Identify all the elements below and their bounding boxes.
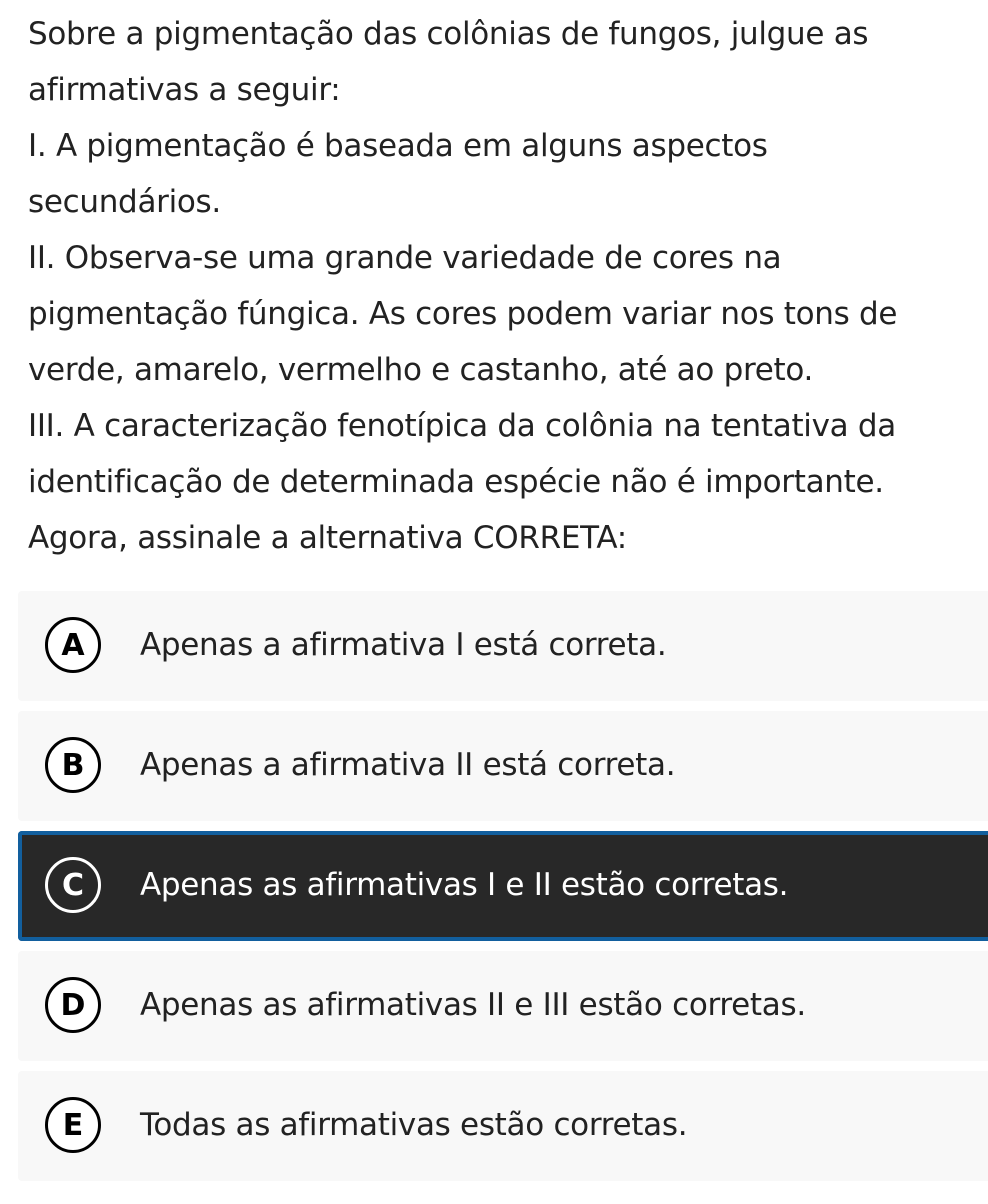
question-line: afirmativas a seguir:	[28, 72, 341, 108]
option-e[interactable]	[18, 1071, 988, 1181]
statement-i: I. A pigmentação é baseada em alguns aspectos	[28, 128, 768, 164]
option-label: Todas as afirmativas estão corretas.	[140, 1107, 688, 1143]
statement-iii-continued: identificação de determinada espécie não é importante.	[28, 464, 884, 500]
option-letter-badge: C	[45, 857, 101, 913]
statement-ii-continued: pigmentação fúngica. As cores podem variar nos tons de	[28, 296, 898, 332]
option-label: Apenas a afirmativa I está correta.	[140, 627, 667, 663]
instruction: Agora, assinale a alternativa CORRETA:	[28, 520, 627, 556]
statement-i-continued: secundários.	[28, 184, 221, 220]
option-a[interactable]	[18, 591, 988, 701]
option-b[interactable]	[18, 711, 988, 821]
option-c-selected[interactable]	[18, 831, 988, 941]
question-text	[28, 6, 978, 566]
option-label: Apenas a afirmativa II está correta.	[140, 747, 676, 783]
option-letter-badge: A	[45, 617, 101, 673]
option-letter-badge: B	[45, 737, 101, 793]
option-label: Apenas as afirmativas II e III estão corretas.	[140, 987, 806, 1023]
statement-iii: III. A caracterização fenotípica da colônia na tentativa da	[28, 408, 896, 444]
statement-ii: II. Observa-se uma grande variedade de cores na	[28, 240, 782, 276]
option-label: Apenas as afirmativas I e II estão corretas.	[140, 867, 789, 903]
answer-options	[18, 591, 988, 1191]
option-letter-badge: D	[45, 977, 101, 1033]
statement-ii-continued: verde, amarelo, vermelho e castanho, até ao preto.	[28, 352, 814, 388]
option-d[interactable]	[18, 951, 988, 1061]
option-letter-badge: E	[45, 1097, 101, 1153]
question-line: Sobre a pigmentação das colônias de fungos, julgue as	[28, 16, 869, 52]
